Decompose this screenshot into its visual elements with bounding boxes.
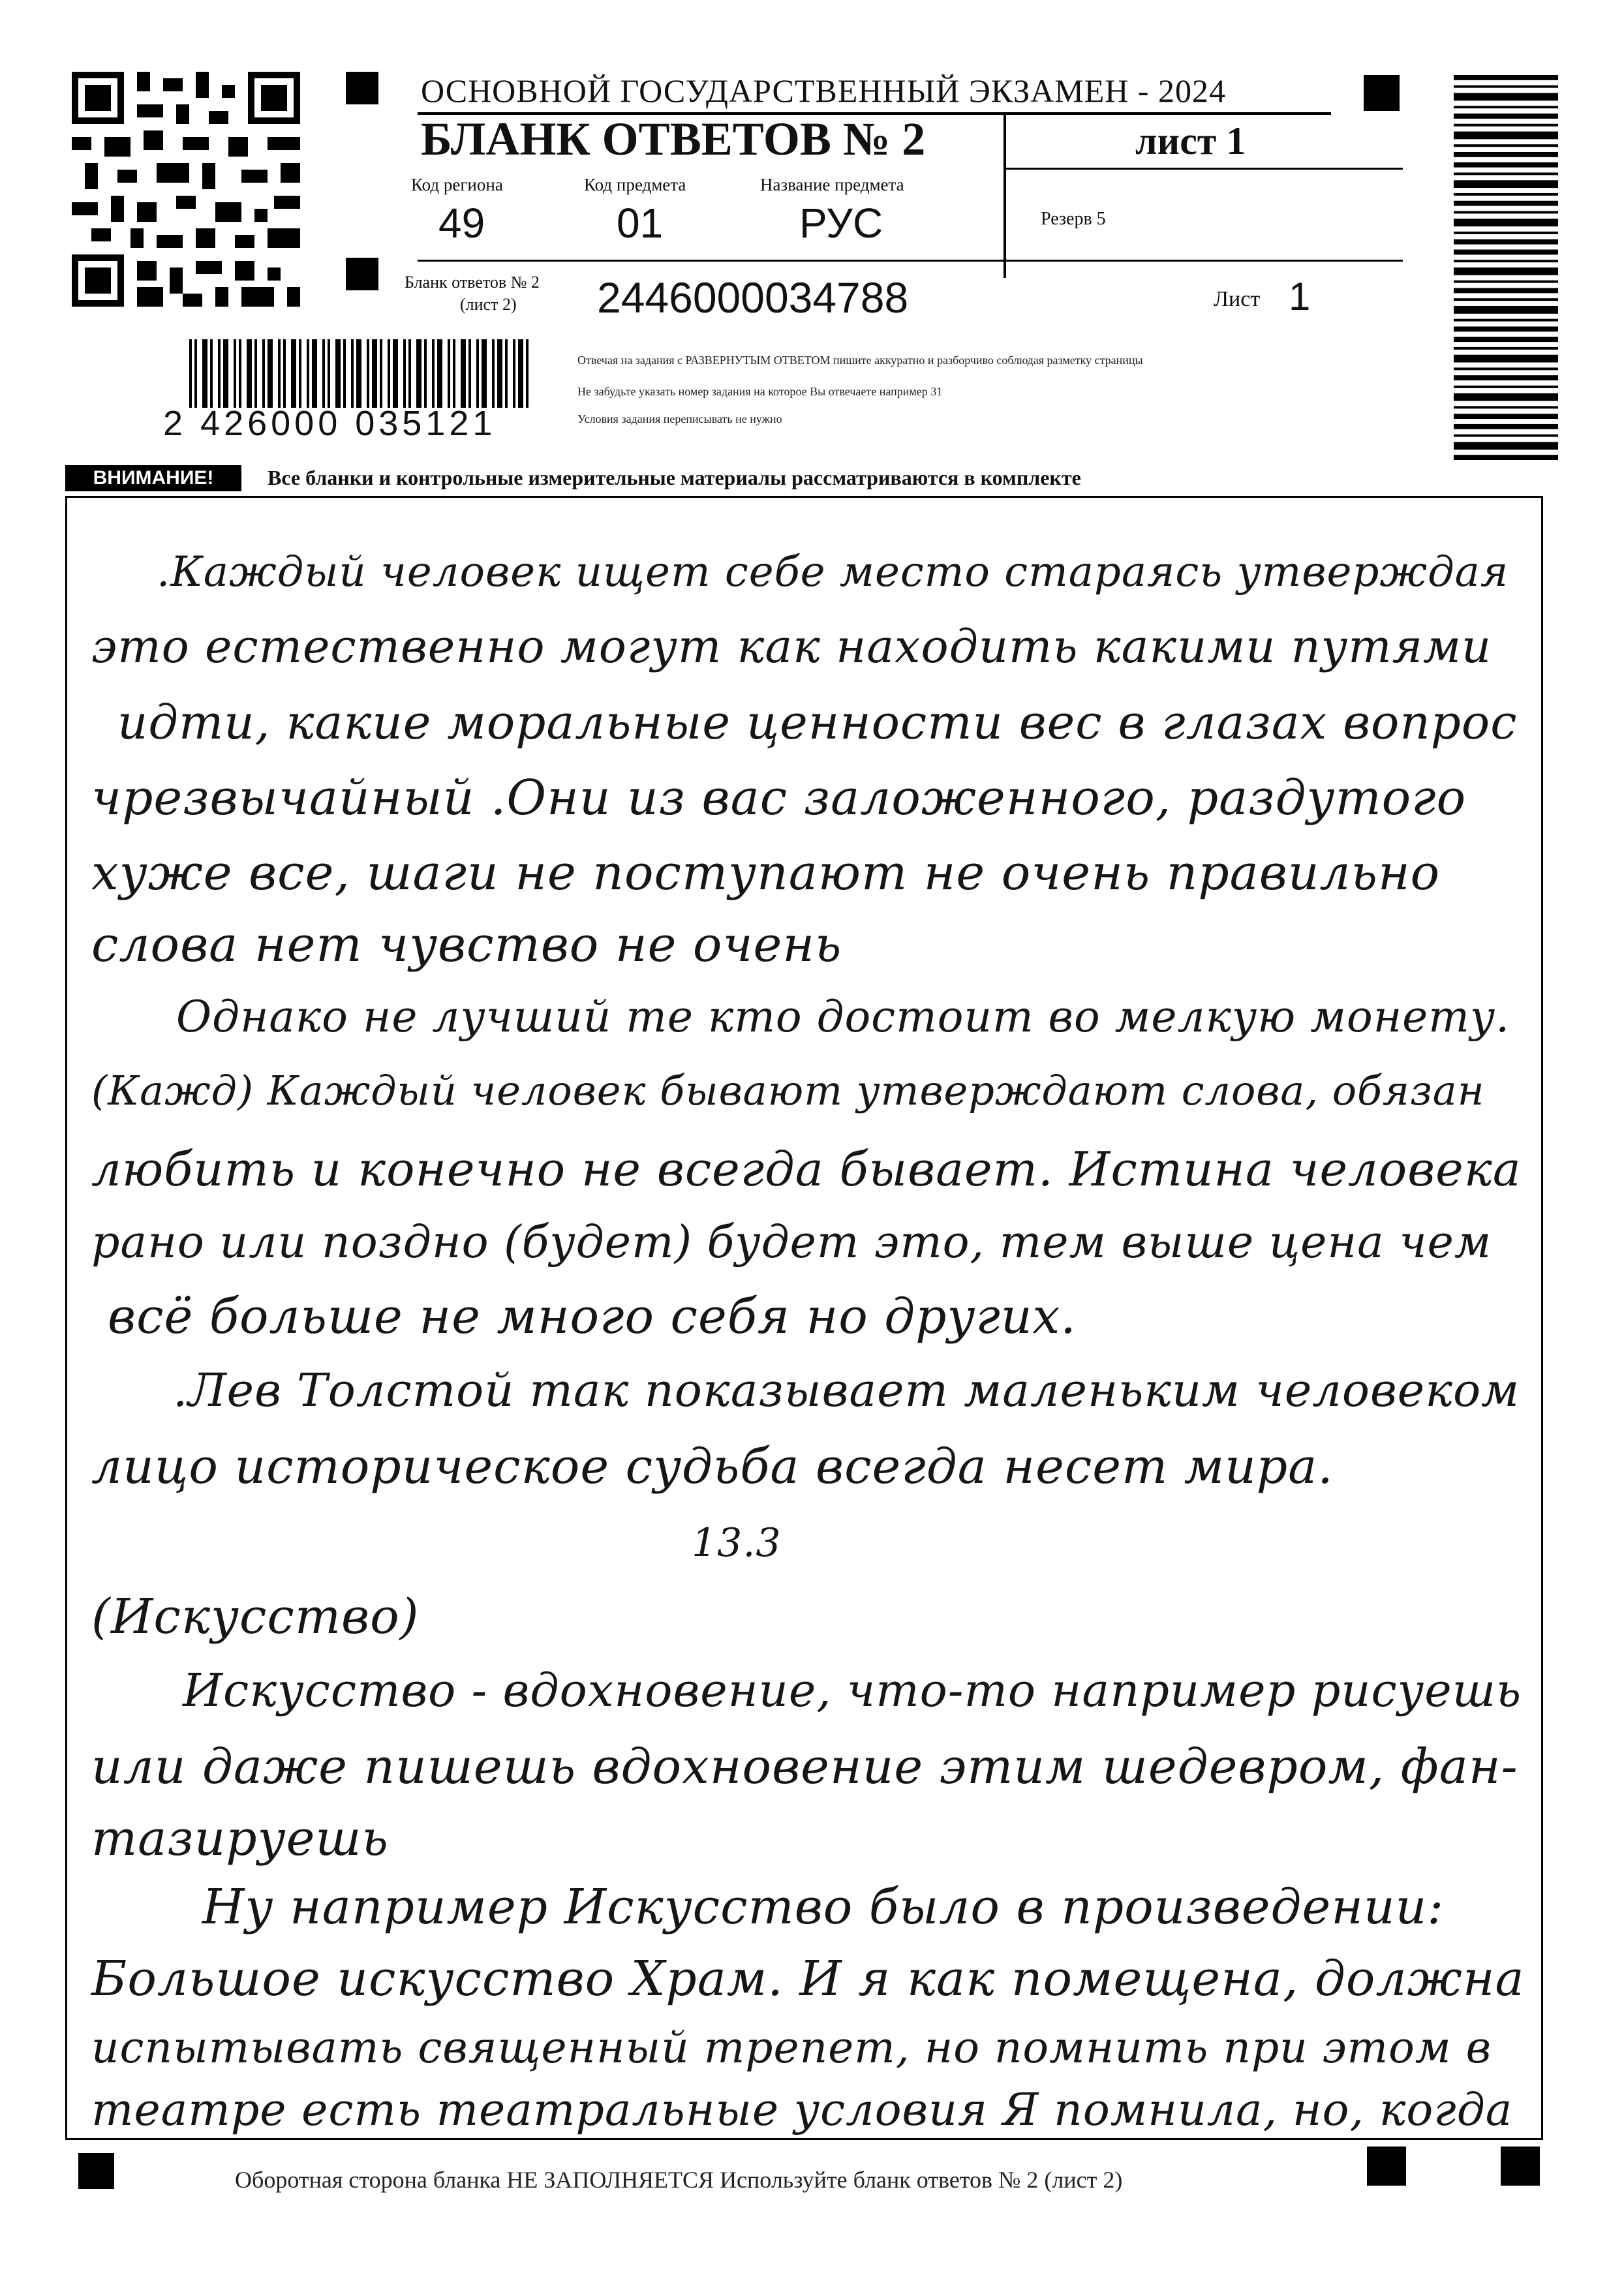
handwritten-line: испытывать священный трепет, но помнить при этом в	[91, 2023, 1492, 2073]
form-ref-line1: Бланк ответов № 2	[405, 273, 540, 292]
attention-badge: ВНИМАНИЕ!	[65, 465, 241, 491]
task-number: 13.3	[692, 1520, 782, 1566]
handwritten-line: Ну например Искусство было в произведении:	[202, 1879, 1445, 1935]
instruction-line: Не забудьте указать номер задания на которое Вы отвечаете например 31	[577, 385, 943, 398]
handwritten-line: всё больше не много себя но других.	[108, 1289, 1077, 1345]
registration-mark	[1364, 75, 1400, 111]
subject-code-value: 01	[617, 200, 664, 247]
registration-mark	[78, 2153, 114, 2189]
handwritten-line: хуже все, шаги не поступают не очень правильно	[91, 845, 1441, 901]
exam-title: ОСНОВНОЙ ГОСУДАРСТВЕННЫЙ ЭКЗАМЕН - 2024	[421, 72, 1226, 109]
registration-mark	[1367, 2147, 1406, 2186]
instruction-line: Условия задания переписывать не нужно	[577, 412, 782, 425]
barcode	[1454, 75, 1558, 460]
handwritten-line: (Искусство)	[91, 1589, 420, 1645]
registration-mark	[346, 72, 378, 104]
form-title: БЛАНК ОТВЕТОВ № 2	[421, 113, 926, 165]
handwritten-line: Большое искусство Храм. И я как помещена, должна	[91, 1951, 1525, 2007]
instruction-line: Отвечая на задания с РАЗВЕРНУТЫМ ОТВЕТОМ пишите аккуратно и разборчиво соблюдая разметку страницы	[577, 354, 1143, 367]
footer-note: Оборотная сторона бланка НЕ ЗАПОЛНЯЕТСЯ Используйте бланк ответов № 2 (лист 2)	[235, 2167, 1123, 2193]
subject-name-label: Название предмета	[760, 175, 904, 194]
form-ref-line2: (лист 2)	[460, 295, 517, 314]
handwritten-line: лицо историческое судьба всегда несет мира.	[91, 1439, 1334, 1495]
divider	[1004, 115, 1006, 278]
handwritten-line: театре есть театральные условия Я помнила, но, когда	[91, 2085, 1513, 2136]
barcode-number: 2 426000 035121	[163, 404, 497, 443]
handwritten-line: это естественно могут как находить какими путями	[91, 620, 1492, 673]
region-label: Код региона	[411, 175, 503, 194]
qr-code	[72, 72, 300, 307]
divider	[418, 260, 1403, 262]
subject-name-value: РУС	[799, 200, 883, 247]
handwritten-line: тазируешь	[91, 1811, 389, 1867]
sheet-word: Лист	[1214, 287, 1261, 311]
subject-code-label: Код предмета	[584, 175, 686, 194]
attention-text: Все бланки и контрольные измерительные материалы рассматриваются в комплекте	[268, 466, 1081, 489]
handwritten-line: или даже пишешь вдохновение этим шедевром, фан-	[91, 1739, 1518, 1795]
handwritten-line: (Кажд) Каждый человек бывают утверждают слова, обязан	[91, 1067, 1485, 1114]
form-number: 2446000034788	[597, 273, 909, 322]
handwritten-line: идти, какие моральные ценности вес в глазах вопрос	[117, 695, 1518, 750]
region-value: 49	[438, 200, 485, 247]
handwritten-line: Искусство - вдохновение, что-то например рисуешь	[183, 1664, 1522, 1717]
handwritten-line: слова нет чувство не очень	[91, 917, 842, 973]
reserve-label: Резерв 5	[1041, 209, 1106, 229]
handwritten-line: Однако не лучший те кто достоит во мелкую монету.	[176, 992, 1510, 1042]
registration-mark	[346, 258, 378, 290]
barcode	[189, 339, 529, 408]
handwritten-line: рано или поздно (будет) будет это, тем выше цена чем	[91, 1217, 1492, 1268]
registration-mark	[1501, 2147, 1540, 2186]
sheet-number: 1	[1289, 275, 1311, 318]
handwritten-line: любить и конечно не всегда бывает. Истина человека	[91, 1142, 1522, 1197]
handwritten-line: чрезвычайный .Они из вас заложенного, раздутого	[91, 770, 1467, 826]
divider	[1004, 168, 1403, 170]
handwritten-line: .Лев Толстой так показывает маленьким человеком	[173, 1364, 1520, 1417]
sheet-label: лист 1	[1135, 119, 1246, 162]
handwritten-line: .Каждый человек ищет себе место стараясь утверждая	[157, 548, 1509, 596]
